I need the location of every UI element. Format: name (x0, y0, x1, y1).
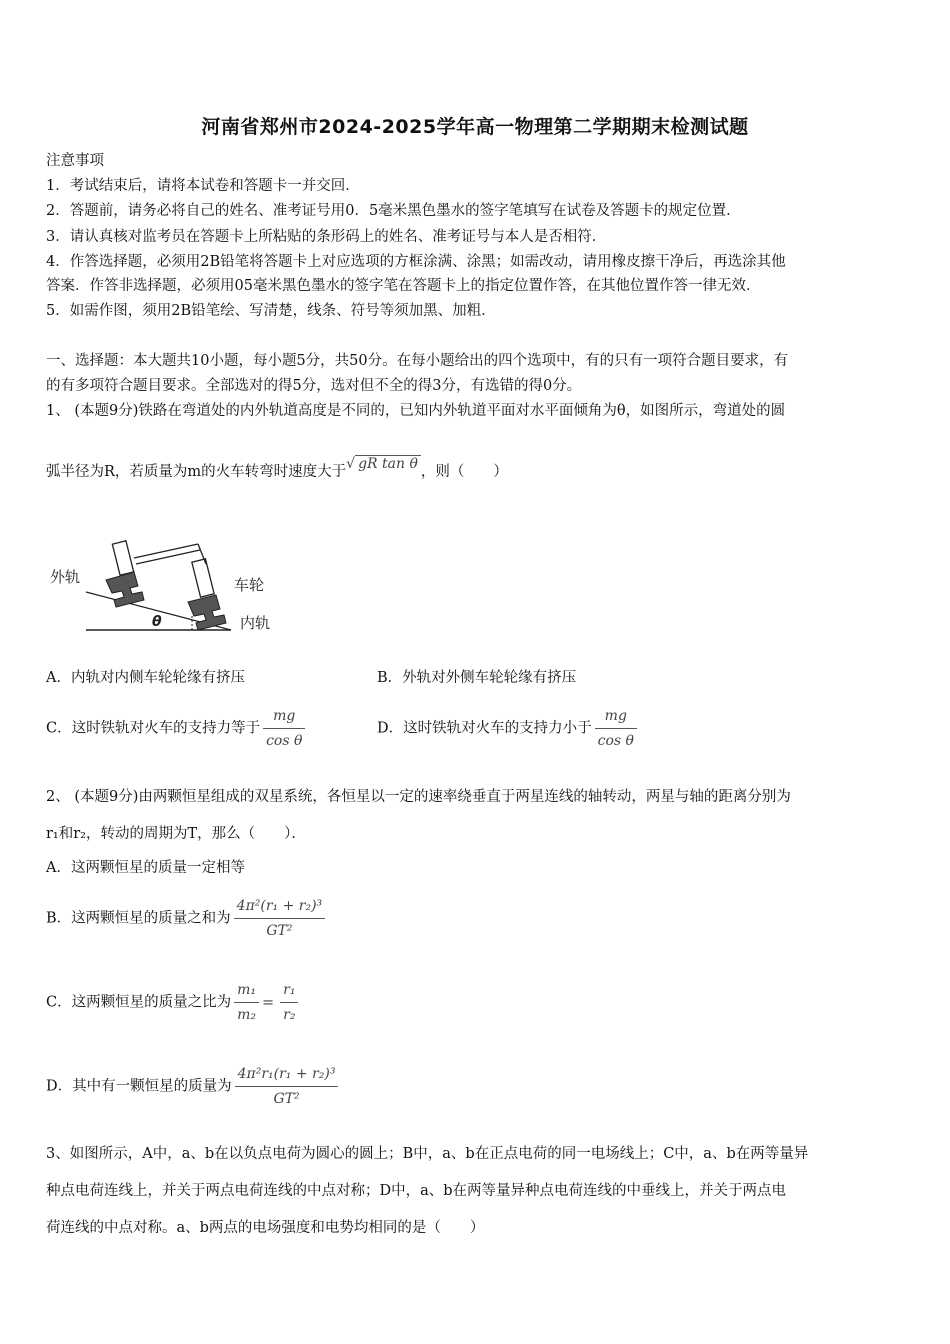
notice-item: 4．作答选择题，必须用2B铅笔将答题卡上对应选项的方框涂满、涂黑；如需改动，请用橡皮擦干净后，再选涂其他 (46, 254, 786, 270)
fraction: $\frac{\text{4π²(r₁ + r₂)³}}{\text{GT²}}$ (234, 896, 326, 941)
q1-option-a: A．内轨对内侧车轮轮缘有挤压 (46, 670, 245, 686)
q3-stem: 荷连线的中点对称。a、b两点的电场强度和电势均相同的是（ ） (46, 1220, 485, 1236)
q1-stem: 1、 (本题9分)铁路在弯道处的内外轨道高度是不同的，已知内外轨道平面对水平面倾角为θ，如图所示，弯道处的圆 (46, 403, 786, 419)
notice-heading: 注意事项 (46, 153, 104, 169)
fraction: $\frac{\text{m₁}}{\text{m₂}}$ (234, 980, 259, 1025)
q1-option-b: B．外轨对外侧车轮轮缘有挤压 (377, 670, 577, 686)
label-wheel: 车轮 (234, 576, 265, 594)
q2-stem: 2、 (本题9分)由两颗恒星组成的双星系统，各恒星以一定的速率绕垂直于两星连线的轴转动，两星与轴的距离分别为 (46, 789, 791, 805)
fraction: $\frac{mg}{\text{cos θ}}$ (263, 706, 305, 751)
notice-item: 2．答题前，请务必将自己的姓名、准考证号用0．5毫米黑色墨水的签字笔填写在试卷及答题卡的规定位置． (46, 203, 741, 219)
q3-stem: 种点电荷连线上，并关于两点电荷连线的中点对称；D中，a、b在两等量异种点电荷连线的中垂线上，并关于两点电 (46, 1183, 787, 1199)
q1-option-d: D．这时铁轨对火车的支持力小于 $\frac{mg}{\text{cos θ}}$ (377, 706, 637, 751)
notice-item: 5．如需作图，须用2B铅笔绘、写清楚，线条、符号等须加黑、加粗． (46, 303, 496, 319)
q1-option-c: C．这时铁轨对火车的支持力等于 $\frac{mg}{\text{cos θ}}$ (46, 706, 305, 751)
notice-item: 1．考试结束后，请将本试卷和答题卡一并交回． (46, 178, 360, 194)
q1-stem-text: ，则（ ） (420, 464, 508, 480)
q2-option-b: B．这两颗恒星的质量之和为 $\frac{\text{4π²(r₁ + r₂)³}}{\text{GT²}}$ (46, 896, 325, 941)
q1-figure (46, 520, 296, 640)
notice-item: 3．请认真核对监考员在答题卡上所粘贴的条形码上的姓名、准考证号与本人是否相符． (46, 229, 607, 245)
notice-item: 答案．作答非选择题，必须用05毫米黑色墨水的签字笔在答题卡上的指定位置作答，在其他位置作答一律无效． (46, 278, 761, 294)
fraction: $\frac{\text{4π²r₁(r₁ + r₂)³}}{\text{GT²}}$ (235, 1064, 339, 1109)
fraction: $\frac{mg}{\text{cos θ}}$ (595, 706, 637, 751)
page-title: 河南省郑州市2024-2025学年高一物理第二学期期末检测试题 (201, 116, 749, 138)
q2-option-c: C．这两颗恒星的质量之比为 $\frac{\text{m₁}}{\text{m₂}}$ = $\frac{\text{r₁}}{\text{r₂}}$ (46, 980, 298, 1025)
fraction: $\frac{\text{r₁}}{\text{r₂}}$ (280, 980, 298, 1025)
q1-stem-line2 (46, 456, 508, 482)
label-inner-rail: 内轨 (240, 614, 271, 632)
q2-option-a: A．这两颗恒星的质量一定相等 (46, 860, 245, 876)
label-angle: θ (152, 614, 162, 630)
q2-stem: r₁和r₂，转动的周期为T，那么（ ）． (46, 826, 306, 842)
label-outer-rail: 外轨 (50, 568, 81, 586)
section-instructions: 的有多项符合题目要求。全部选对的得5分，选对但不全的得3分，有选错的得0分。 (46, 378, 582, 394)
q2-option-d: D．其中有一颗恒星的质量为 $\frac{\text{4π²r₁(r₁ + r₂)³}}{\text{GT²}}$ (46, 1064, 338, 1109)
q1-stem-text: 弧半径为R，若质量为m的火车转弯时速度大于 (46, 464, 347, 480)
section-instructions: 一、选择题：本大题共10小题，每小题5分，共50分。在每小题给出的四个选项中，有的只有一项符合题目要求，有 (46, 353, 789, 369)
q3-stem: 3、如图所示，A中，a、b在以负点电荷为圆心的圆上；B中，a、b在正点电荷的同一电场线上；C中，a、b在两等量异 (46, 1146, 809, 1162)
sqrt-expression: √ gR tan θ (346, 454, 421, 474)
